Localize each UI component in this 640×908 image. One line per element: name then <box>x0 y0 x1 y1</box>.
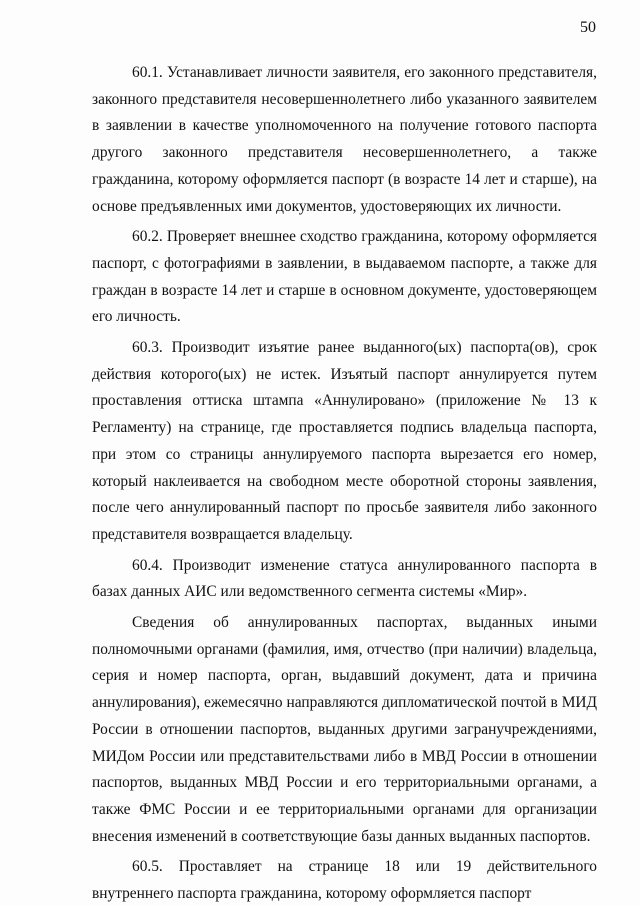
page-number: 50 <box>580 19 596 36</box>
paragraph-60-4: 60.4. Производит изменение статуса аннулированного паспорта в базах данных АИС или ведомственного сегмента системы «Мир». <box>92 556 597 601</box>
paragraph-annulled-info: Сведения об аннулированных паспортах, выданных иными полномочными органами (фамилия, имя, отчество (при наличии) владельца, серия и номер паспорта, орган, выдавший документ, дата и причина аннулирования), ежемесячно направляются дипломатической почтой в МИД России в отношении паспортов, выданных другими загранучреждениями, МИДом России или представительствами либо в МВД России в отношении паспортов, выданных МВД России и его территориальными органами, а также ФМС России и ее территориальными органами для организации внесения изменений в соответствующие базы данных выданных паспортов. <box>92 614 597 845</box>
paragraph-60-2: 60.2. Проверяет внешнее сходство гражданина, которому оформляется паспорт, с фотографиями в заявлении, в выдаваемом паспорте, а также для граждан в возрасте 14 лет и старше в основном документе, удостоверяющем его личность. <box>92 228 597 326</box>
paragraph-60-5: 60.5. Проставляет на странице 18 или 19 действительного внутреннего паспорта гражданина, которому оформляется паспорт <box>92 858 597 903</box>
paragraph-60-1: 60.1. Устанавливает личности заявителя, его законного представителя, законного представителя несовершеннолетнего либо указанного заявителем в заявлении в качестве уполномоченного на получение готового паспорта другого законного представителя несовершеннолетнего, а также гражданина, которому оформляется паспорт (в возрасте 14 лет и старше), на основе предъявленных ими документов, удостоверяющих их личности. <box>92 64 597 215</box>
document-body <box>92 60 597 908</box>
paragraph-60-3: 60.3. Производит изъятие ранее выданного(ых) паспорта(ов), срок действия которого(ых) не истек. Изъятый паспорт аннулируется путем проставления оттиска штампа «Аннулировано» (приложение № 13 к Регламенту) на странице, где проставляется подпись владельца паспорта, при этом со страницы аннулируемого паспорта вырезается его номер, который наклеивается на свободном месте оборотной стороны заявления, после чего аннулированный паспорт по просьбе заявителя либо законного представителя возвращается владельцу. <box>92 339 597 543</box>
